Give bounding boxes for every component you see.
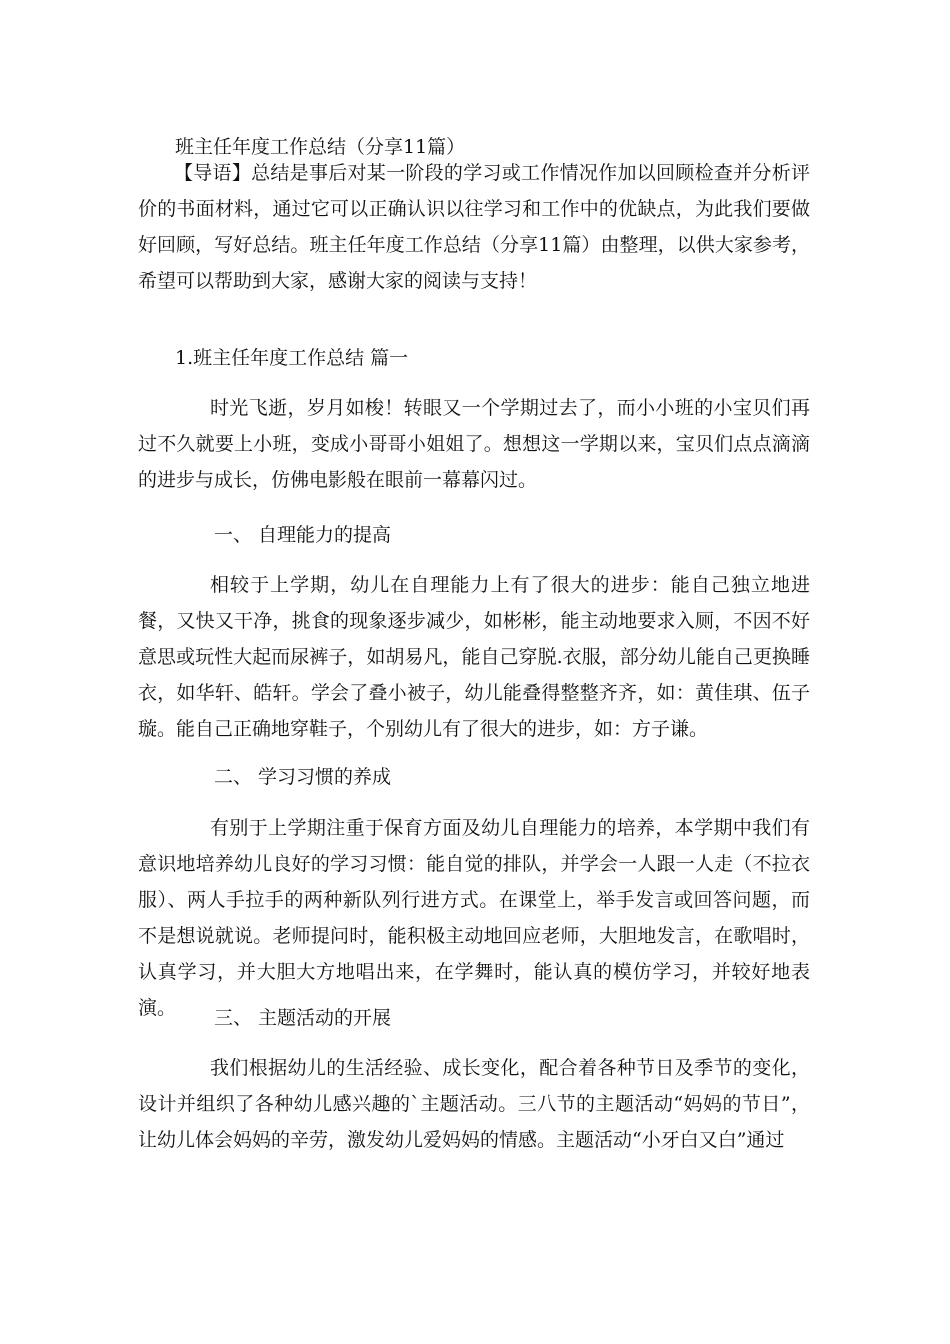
document-title: 班主任年度工作总结（分享11篇）	[175, 136, 466, 158]
self-care-paragraph: 相较于上学期，幼儿在自理能力上有了很大的进步：能自己独立地进餐，又快又干净，挑食的现象逐步减少，如彬彬，能主动地要求入厕，不因不好意思或玩性大起而尿裤子，如胡易凡，能自己穿脱.衣服，部分幼儿能自己更换睡衣，如华轩、皓轩。学会了叠小被子，幼儿能叠得整整齐齐，如：黄佳琪、伍子璇。能自己正确地穿鞋子，个别幼儿有了很大的进步，如：方子谦。	[138, 574, 810, 740]
subheading-self-care: 一、 自理能力的提高	[214, 524, 392, 546]
intro-paragraph: 【导语】总结是事后对某一阶段的学习或工作情况作加以回顾检查并分析评价的书面材料，通过它可以正确认识以往学习和工作中的优缺点，为此我们要做好回顾，写好总结。班主任年度工作总结（分享11篇）由整理，以供大家参考，希望可以帮助到大家，感谢大家的阅读与支持！	[138, 162, 810, 292]
theme-activities-paragraph: 我们根据幼儿的生活经验、成长变化，配合着各种节日及季节的变化，设计并组织了各种幼儿感兴趣的`主题活动。三八节的主题活动“妈妈的节日”，让幼儿体会妈妈的辛劳，激发幼儿爱妈妈的情感。主题活动“小牙白又白”通过	[138, 1057, 810, 1151]
subheading-theme-activities: 三、 主题活动的开展	[214, 1007, 392, 1029]
section-title: 1.班主任年度工作总结 篇一	[175, 347, 409, 369]
study-habits-paragraph: 有别于上学期注重于保育方面及幼儿自理能力的培养，本学期中我们有意识地培养幼儿良好的学习习惯：能自觉的排队，并学会一人跟一人走（不拉衣服）、两人手拉手的两种新队列行进方式。在课堂上，举手发言或回答问题，而不是想说就说。老师提问时，能积极主动地回应老师，大胆地发言，在歌唱时，认真学习，并大胆大方地唱出来，在学舞时，能认真的模仿学习，并较好地表演。	[138, 817, 810, 1019]
subheading-study-habits: 二、 学习习惯的养成	[214, 766, 392, 788]
opening-paragraph: 时光飞逝，岁月如梭！转眼又一个学期过去了，而小小班的小宝贝们再过不久就要上小班，变成小哥哥小姐姐了。想想这一学期以来，宝贝们点点滴滴的进步与成长，仿佛电影般在眼前一幕幕闪过。	[138, 397, 810, 491]
